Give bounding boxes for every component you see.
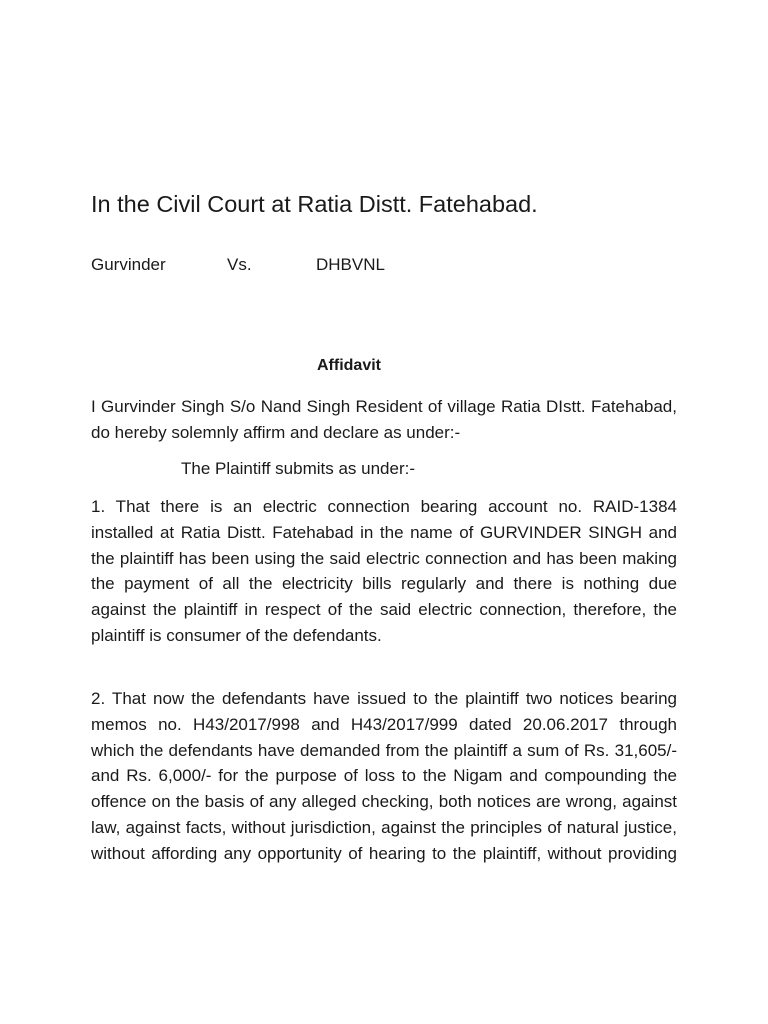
point-2-paragraph: 2. That now the defendants have issued to the plaintiff two notices bearing memos no. H43/2017/998 and H43/2017/999 dated 20.06.2017 through which the defendants have demanded from the plaintiff a sum of Rs. 31,605/- and Rs. 6,000/- for the purpose of loss to the Nigam and compounding the offence on the basis of any alleged checking, both notices are wrong, against law, against facts, without jurisdiction, against the principles of natural justice, without affording any opportunity of hearing to the plaintiff, without providing [91, 689, 677, 863]
versus-label: Vs. [227, 255, 252, 274]
court-title: In the Civil Court at Ratia Distt. Fatehabad. [91, 191, 538, 217]
affidavit-heading: Affidavit [317, 357, 381, 374]
point-1-paragraph: 1. That there is an electric connection bearing account no. RAID-1384 installed at Ratia Distt. Fatehabad in the name of GURVINDER SINGH and the plaintiff has been using the said electric connection and has been making the payment of all the electricity bills regularly and there is nothing due against the plaintiff in respect of the said electric connection, therefore, the plaintiff is consumer of the defendants. [91, 497, 677, 645]
intro-paragraph: I Gurvinder Singh S/o Nand Singh Resident of village Ratia DIstt. Fatehabad, do hereby solemnly affirm and declare as under:- [91, 397, 677, 442]
submits-line: The Plaintiff submits as under:- [181, 459, 416, 478]
defendant-name: DHBVNL [316, 255, 385, 274]
plaintiff-name: Gurvinder [91, 255, 166, 274]
